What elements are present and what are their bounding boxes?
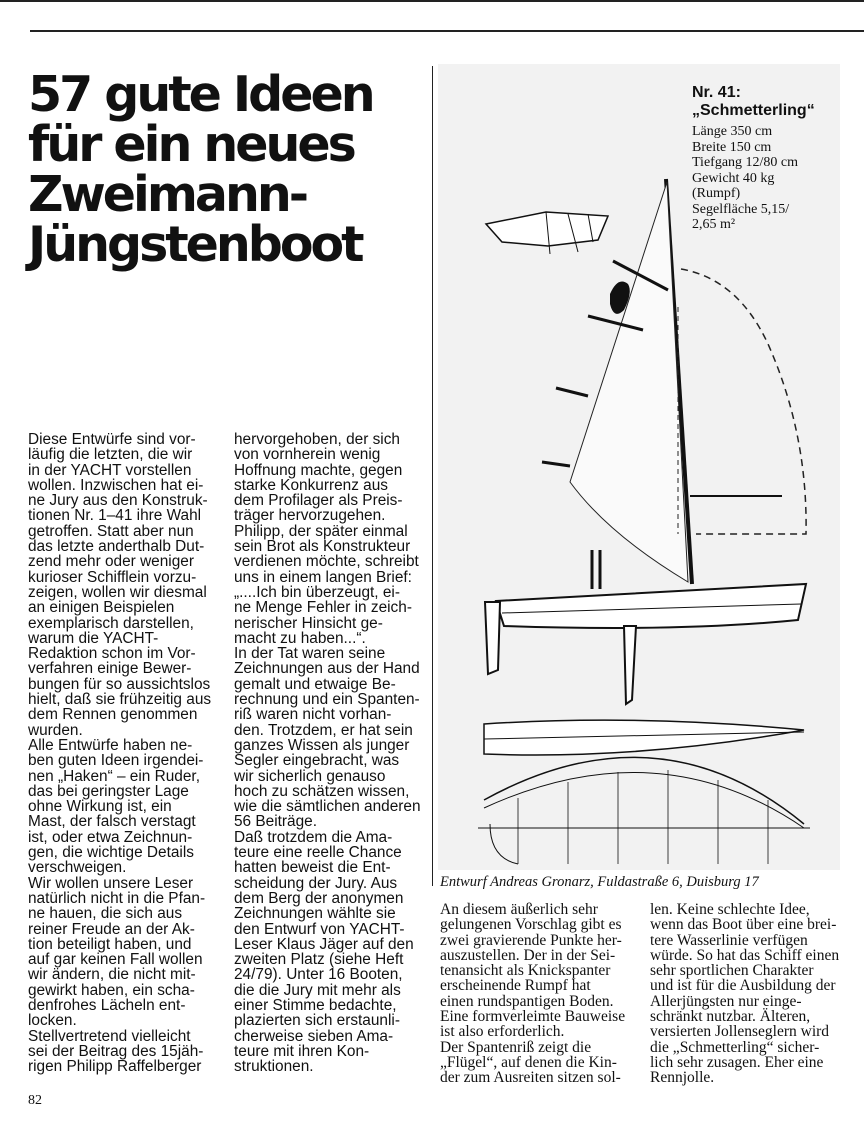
text-line: den Entwurf von YACHT- <box>234 920 405 938</box>
column-divider <box>432 66 433 886</box>
text-line: den. Trotzdem, er hat sein <box>234 721 413 739</box>
text-line: ne Jury aus den Konstruk- <box>28 492 208 510</box>
text-line: einer Stimme bedachte, <box>234 996 397 1014</box>
text-line: zweiten Platz (siehe Heft <box>234 951 404 969</box>
text-line: träger hervorzugehen. <box>234 507 386 525</box>
text-line: sei der Beitrag des 15jäh- <box>28 1042 204 1060</box>
text-line: einen rundspantigen Boden. <box>440 992 614 1010</box>
text-line: „....Ich bin überzeugt, ei- <box>234 583 400 601</box>
text-line: An diesem äußerlich sehr <box>440 901 598 918</box>
text-line: Redaktion schon im Vor- <box>28 645 196 663</box>
text-line: und ist für die Ausbildung der <box>650 977 836 995</box>
text-line: locken. <box>28 1012 77 1030</box>
headline-line: Zweimann- <box>28 166 307 223</box>
text-line: teure mit ihren Kon- <box>234 1042 370 1060</box>
text-line: hervorgehoben, der sich <box>234 431 400 448</box>
text-line: getroffen. Statt aber nun <box>28 522 194 540</box>
text-line: tionen Nr. 1–41 ihre Wahl <box>28 507 202 525</box>
text-line: gewirkt haben, ein scha- <box>28 981 195 999</box>
text-line: ist also erforderlich. <box>440 1023 565 1041</box>
text-line: ohne Wirkung ist, ein <box>28 798 172 816</box>
header-rule <box>30 30 864 32</box>
text-line: kurioser Schifflein vorzu- <box>28 568 197 586</box>
figure-caption: Entwurf Andreas Gronarz, Fuldastraße 6, Duisburg 17 <box>440 874 759 890</box>
text-line: scheidung der Jury. Aus <box>234 874 398 892</box>
spec-line: (Rumpf) <box>692 186 741 201</box>
text-line: dem Berg der anonymen <box>234 889 404 907</box>
text-line: Diese Entwürfe sind vor- <box>28 431 196 448</box>
design-number: Nr. 41: <box>692 84 741 101</box>
text-line: Zeichnungen aus der Hand <box>234 660 420 678</box>
text-line: warum die YACHT- <box>28 629 159 647</box>
text-line: Daß trotzdem die Ama- <box>234 828 393 846</box>
text-line: schränkt nutzbar. Älteren, <box>650 1008 811 1026</box>
text-line: läufig die letzten, die wir <box>28 446 193 464</box>
article-column-1 <box>28 432 228 1074</box>
text-line: wir sicherlich genauso <box>234 767 386 785</box>
text-line: ist, oder etwa Zeichnun- <box>28 828 193 846</box>
text-line: natürlich nicht in die Pfan- <box>28 889 206 907</box>
text-line: Mast, der falsch verstagt <box>28 813 196 831</box>
text-line: gen, die wichtige Details <box>28 844 194 862</box>
headline <box>28 66 428 273</box>
text-line: struktionen. <box>234 1058 314 1076</box>
text-line: wollen. Inzwischen hat ei- <box>28 476 204 494</box>
text-line: der zum Ausreiten sitzen sol- <box>440 1069 621 1087</box>
text-line: in der YACHT vorstellen <box>28 461 192 479</box>
text-line: Segler eingebracht, was <box>234 752 400 770</box>
spec-line: 2,65 m² <box>692 217 736 232</box>
text-line: von vornherein wenig <box>234 446 381 464</box>
text-line: Der Spantenriß zeigt die <box>440 1038 592 1056</box>
spec-line: Länge 350 cm <box>692 124 773 139</box>
text-line: Stellvertretend vielleicht <box>28 1027 191 1045</box>
text-line: riß waren nicht vorhan- <box>234 706 392 724</box>
text-line: die „Schmetterling“ sicher- <box>650 1038 820 1056</box>
text-line: nen „Haken“ – ein Ruder, <box>28 767 200 785</box>
text-line: starke Konkurrenz aus <box>234 476 388 494</box>
text-line: Eine formverleimte Bauweise <box>440 1008 626 1026</box>
text-line: zwei gravierende Punkte her- <box>440 931 622 949</box>
text-line: uns in einem langen Brief: <box>234 568 412 586</box>
text-line: zeigen, wollen wir diesmal <box>28 583 207 601</box>
headline-line: Jüngstenboot <box>28 216 362 273</box>
spec-line: Breite 150 cm <box>692 139 772 155</box>
text-line: 56 Beiträge. <box>234 813 317 831</box>
text-line: tenansicht als Knickspanter <box>440 962 611 980</box>
text-line: len. Keine schlechte Idee, <box>650 901 810 918</box>
text-line: nerischer Hinsicht ge- <box>234 614 383 632</box>
text-line: gelungenen Vorschlag gibt es <box>440 916 622 934</box>
text-line: ne Menge Fehler in zeich- <box>234 599 412 617</box>
text-line: 24/79). Unter 16 Booten, <box>234 966 403 984</box>
text-line: Philipp, der später einmal <box>234 522 408 540</box>
text-line: tere Wasserlinie verfügen <box>650 931 808 949</box>
text-line: tion beteiligt haben, und <box>28 935 192 953</box>
text-line: Allerjüngsten nur einge- <box>650 992 802 1010</box>
text-line: hielt, daß sie frühzeitig aus <box>28 691 212 709</box>
design-specs <box>692 124 798 233</box>
text-line: ben guten Ideen irgendei- <box>28 752 204 770</box>
text-line: wurden. <box>28 721 83 739</box>
text-line: rigen Philipp Raffelberger <box>28 1058 202 1076</box>
text-line: dem Profilager als Preis- <box>234 492 403 510</box>
text-line: macht zu haben...“. <box>234 629 366 647</box>
text-line: gemalt und etwaige Be- <box>234 675 396 693</box>
text-line: verdienen möchte, schreibt <box>234 553 419 571</box>
text-line: Alle Entwürfe haben ne- <box>28 736 193 754</box>
top-rule <box>0 0 864 2</box>
spec-line: Segelfläche 5,15/ <box>692 201 790 217</box>
text-line: verschweigen. <box>28 859 127 877</box>
text-line: hatten beweist die Ent- <box>234 859 391 877</box>
page-number: 82 <box>28 1093 42 1108</box>
spec-line: Gewicht 40 kg <box>692 170 775 186</box>
text-line: auszustellen. Der in der Sei- <box>440 946 616 964</box>
text-line: würde. So hat das Schiff einen <box>650 946 840 964</box>
text-line: Zeichnungen wählte sie <box>234 905 396 923</box>
text-line: an einigen Beispielen <box>28 599 175 617</box>
text-line: dem Rennen genommen <box>28 706 198 724</box>
article-column-2 <box>234 432 430 1074</box>
text-line: hoch zu schätzen wissen, <box>234 782 410 800</box>
text-line: bungen für so aussichtslos <box>28 675 211 693</box>
text-line: ganzes Wissen als junger <box>234 736 410 754</box>
text-line: erscheinende Rumpf hat <box>440 977 591 995</box>
text-line: zend mehr oder weniger <box>28 553 194 571</box>
text-line: ne hauen, die sich aus <box>28 905 183 923</box>
text-line: sein Brot als Konstrukteur <box>234 538 411 556</box>
article-column-3 <box>440 902 636 1086</box>
text-line: denfrohes Lächeln ent- <box>28 996 186 1014</box>
text-line: wie die sämtlichen anderen <box>234 798 421 816</box>
headline-line: für ein neues <box>28 116 354 173</box>
text-line: In der Tat waren seine <box>234 645 386 663</box>
text-line: verfahren einige Bewer- <box>28 660 192 678</box>
text-line: teure eine reelle Chance <box>234 844 402 862</box>
text-line: rechnung und ein Spanten- <box>234 691 420 709</box>
text-line: cherweise sieben Ama- <box>234 1027 394 1045</box>
text-line: Leser Klaus Jäger auf den <box>234 935 414 953</box>
design-title <box>692 84 815 120</box>
text-line: wenn das Boot über eine brei- <box>650 916 837 934</box>
text-line: Hoffnung machte, gegen <box>234 461 403 479</box>
text-line: Rennjolle. <box>650 1069 715 1087</box>
article-column-4 <box>650 902 846 1086</box>
text-line: reiner Freude an der Ak- <box>28 920 195 938</box>
text-line: die die Jury mit mehr als <box>234 981 401 999</box>
text-line: plazierten sich erstaunli- <box>234 1012 400 1030</box>
text-line: exemplarisch darstellen, <box>28 614 194 632</box>
spec-line: Tiefgang 12/80 cm <box>692 155 799 170</box>
text-line: „Flügel“, auf denen die Kin- <box>440 1053 617 1071</box>
text-line: auf gar keinen Fall wollen <box>28 951 203 969</box>
text-line: sehr sportlichen Charakter <box>650 962 814 980</box>
headline-line: 57 gute Ideen <box>28 66 373 123</box>
design-name: „Schmetterling“ <box>692 102 815 119</box>
text-line: wir ändern, die nicht mit- <box>28 966 196 984</box>
text-line: das bei geringster Lage <box>28 782 189 800</box>
text-line: das letzte anderthalb Dut- <box>28 538 205 556</box>
text-line: versierten Jollenseglern wird <box>650 1023 830 1041</box>
text-line: Wir wollen unsere Leser <box>28 874 194 892</box>
text-line: lich sehr zusagen. Eher eine <box>650 1053 824 1071</box>
